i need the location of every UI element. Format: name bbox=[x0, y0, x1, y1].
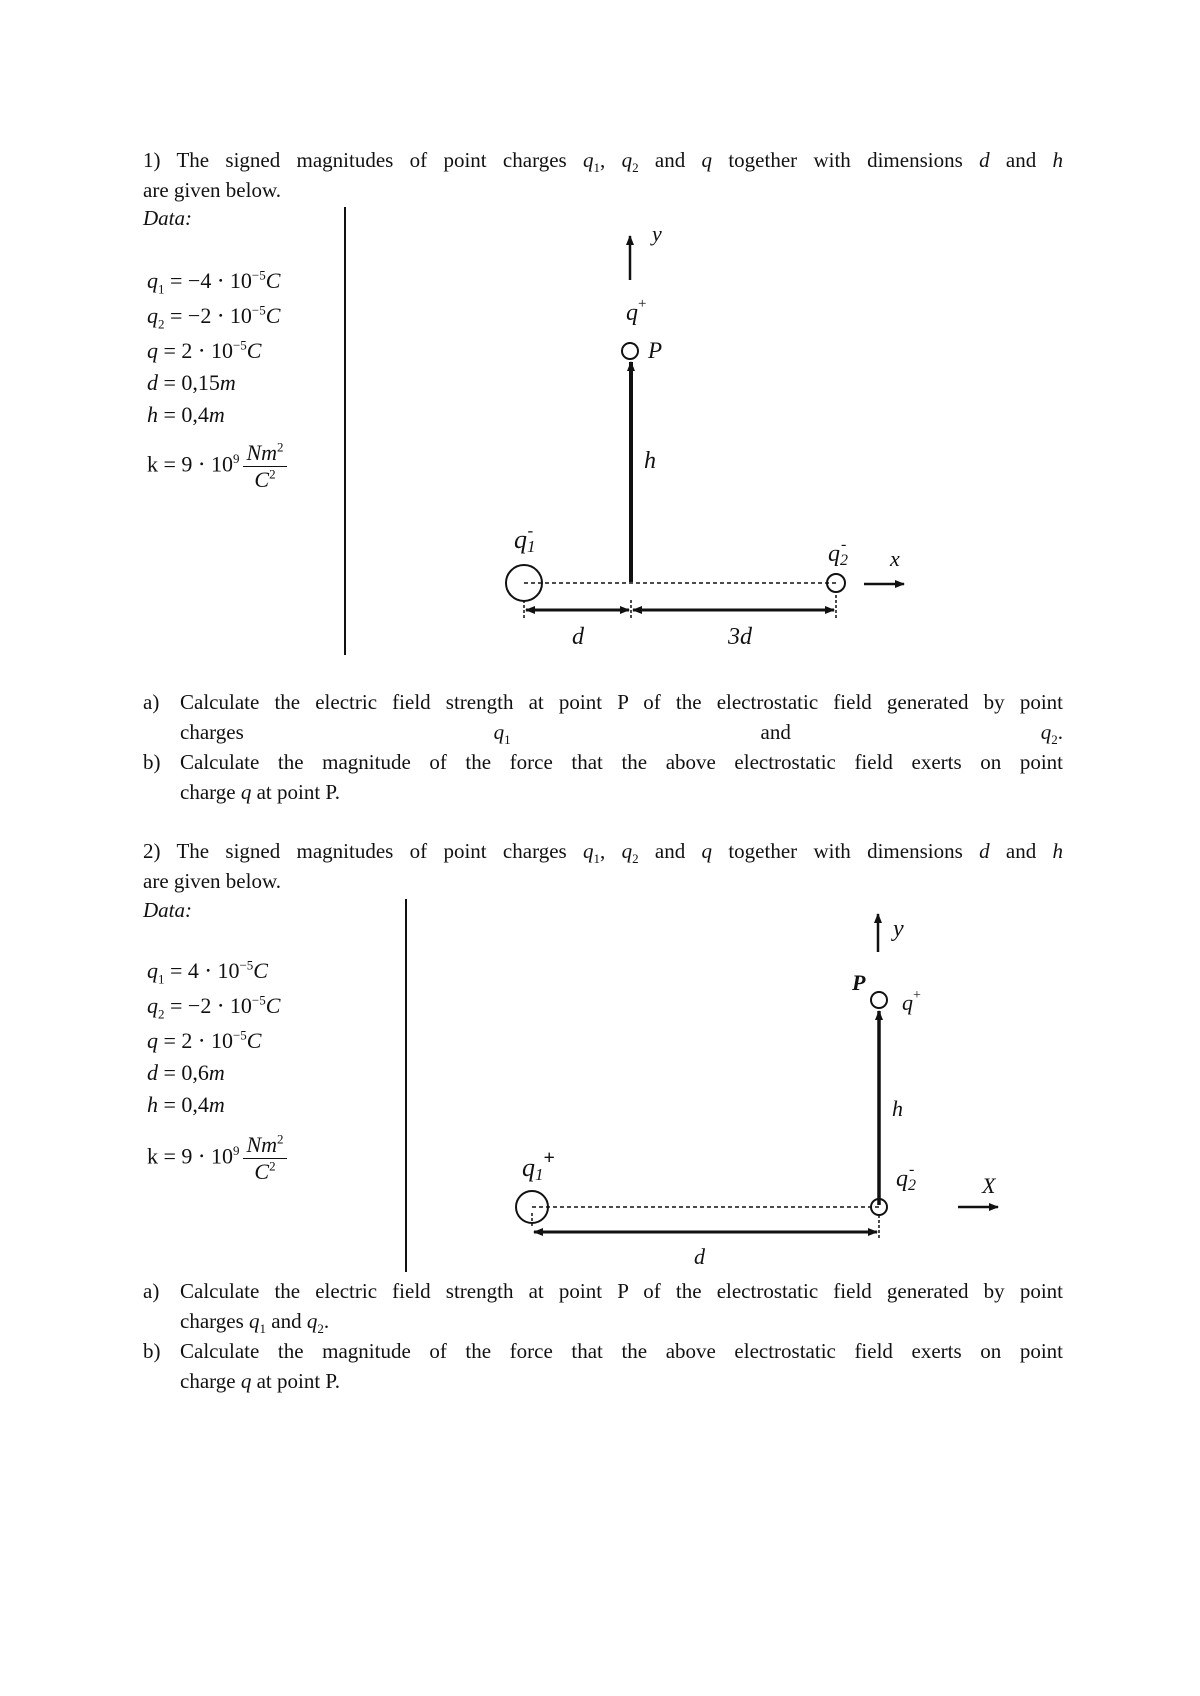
problem2-question-b: b) Calculate the magnitude of the force that the above electrostatic field exerts on point charge q at point P. bbox=[143, 1339, 1063, 1393]
problem2-data-label: Data: bbox=[143, 898, 192, 922]
problem1-x-axis-label: x bbox=[890, 546, 900, 571]
problem2-q1-charge bbox=[516, 1191, 548, 1223]
problem2-number: 2) bbox=[143, 839, 161, 863]
problem2-divider bbox=[405, 899, 407, 1272]
problem2-h-label: h bbox=[892, 1096, 903, 1121]
problem1-q1-charge bbox=[506, 565, 542, 601]
problem2-point-p bbox=[871, 992, 887, 1008]
problem2-data-h: h = 0,4m bbox=[147, 1092, 225, 1117]
problem2-data-q: $q = 2 \cdot 10^{-5}C$ bbox=[147, 1027, 262, 1053]
problem1-data-k: $k = 9 \cdot 10^9$ $\frac{Nm^2}{C^2}$ bbox=[147, 440, 287, 493]
problem1-question-a: a) Calculate the electric field strength at point P of the electrostatic field generated by point charges $q_1$ and $q_2$. bbox=[143, 690, 1063, 748]
problem1-data-q: $q = 2 \cdot 10^{-5}C$ bbox=[147, 337, 262, 363]
problem1-questions bbox=[143, 687, 1063, 807]
problem1-q-plus-label: q+ bbox=[626, 296, 647, 326]
problem1-q1-label: q1- bbox=[514, 521, 536, 556]
problem1-point-p-label: P bbox=[648, 338, 663, 363]
problem1-statement: 1) The signed magnitudes of point charges $q_1$, $q_2$ and q together with dimensions d and h are given below. bbox=[143, 148, 1064, 202]
problem1-q2-label: q2- bbox=[828, 536, 848, 569]
problem2-y-axis-label: y bbox=[893, 916, 904, 942]
problem2-q-plus-label: q+ bbox=[902, 988, 921, 1015]
problem2-q2-label: q2- bbox=[896, 1161, 916, 1194]
problem2-q2-charge bbox=[871, 1199, 887, 1215]
problem1-y-axis-label: y bbox=[652, 221, 662, 246]
problem1-dim-3d-label: 3d bbox=[728, 624, 752, 650]
problem1-q2-charge bbox=[827, 574, 845, 592]
problem2-dim-d-label: d bbox=[694, 1244, 705, 1269]
problem2-point-p-label: P bbox=[852, 970, 866, 995]
problem2-data-k: $k = 9 \cdot 10^9$ $\frac{Nm^2}{C^2}$ bbox=[147, 1132, 287, 1185]
problem2-data-q1: $q_1 = 4 \cdot 10^{-5}C$ bbox=[147, 957, 268, 987]
problem2-question-a: a) Calculate the electric field strength at point P of the electrostatic field generated by point charges $q_1$ and $q_2$. bbox=[143, 1279, 1063, 1337]
problem1-h-label: h bbox=[644, 448, 656, 474]
problem1-data-label: Data: bbox=[143, 206, 192, 230]
problem1-divider bbox=[344, 207, 346, 655]
problem2-data-d: d = 0,6m bbox=[147, 1060, 225, 1085]
problem2-x-axis-label: X bbox=[982, 1173, 996, 1198]
problem1-question-b: b) Calculate the magnitude of the force that the above electrostatic field exerts on point charge q at point P. bbox=[143, 750, 1063, 804]
problem1-data-q1: $q_1 = -4 \cdot 10^{-5}C$ bbox=[147, 267, 281, 297]
problem1-data-h: h = 0,4m bbox=[147, 402, 225, 427]
problem1-data-d: d = 0,15m bbox=[147, 370, 236, 395]
problem1-number: 1) bbox=[143, 148, 161, 172]
problem1-data-q2: $q_2 = -2 \cdot 10^{-5}C$ bbox=[147, 302, 281, 332]
problem1-point-p bbox=[622, 343, 638, 359]
problem2-questions bbox=[143, 1276, 1063, 1396]
problem2-statement: 2) The signed magnitudes of point charges $q_1$, $q_2$ and q together with dimensions d and h are given below. bbox=[143, 839, 1064, 893]
problem1-dim-d-label: d bbox=[572, 624, 584, 650]
problem2-q1-label: q1+ bbox=[522, 1147, 555, 1184]
problem2-data-q2: $q_2 = -2 \cdot 10^{-5}C$ bbox=[147, 992, 281, 1022]
